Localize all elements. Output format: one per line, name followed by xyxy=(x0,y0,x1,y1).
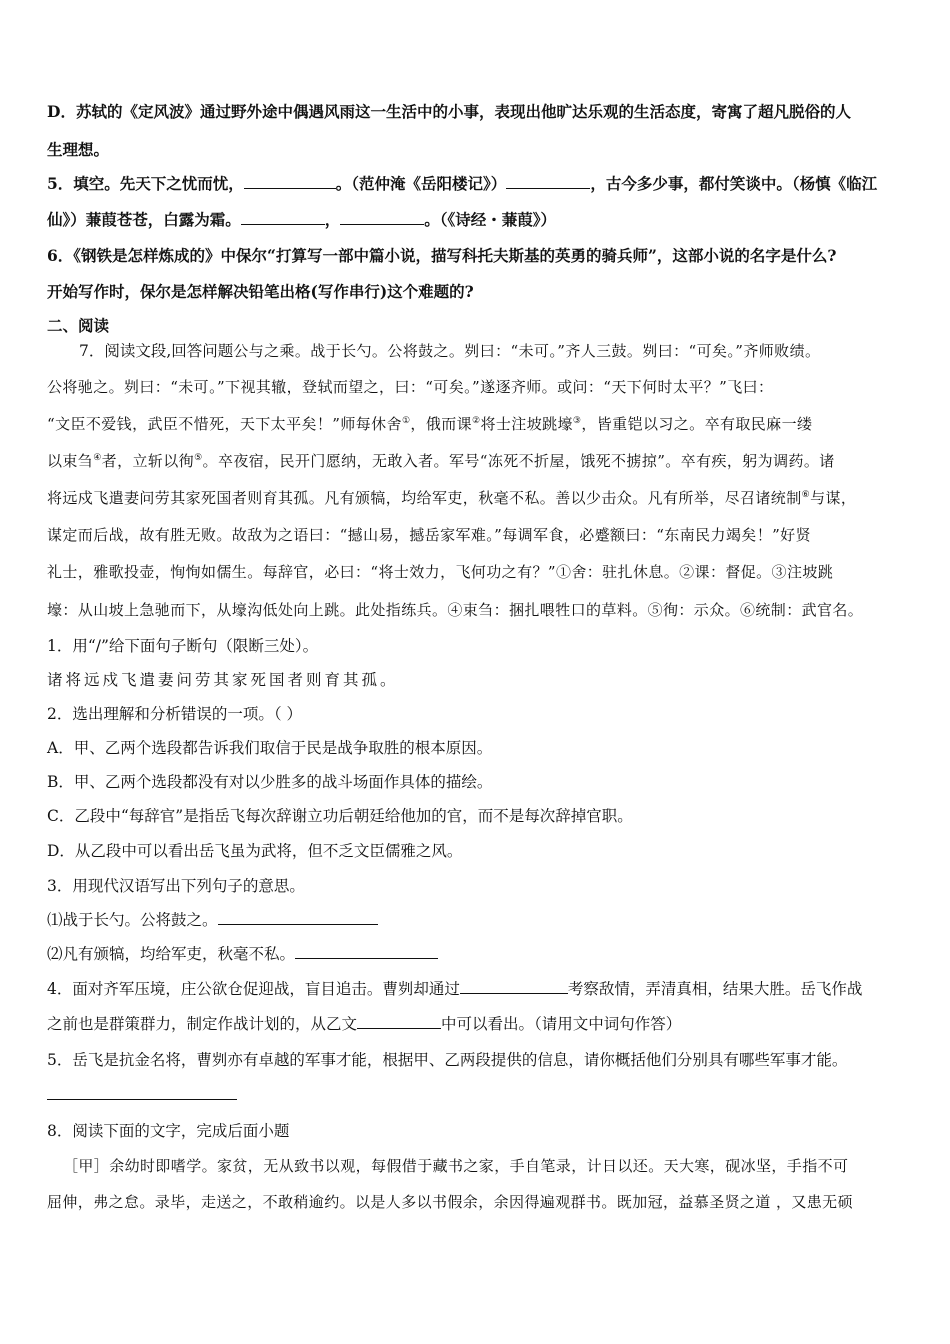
subquestion-1: 1．用“/”给下面句子断句（限断三处）。 xyxy=(47,637,319,655)
answer-blank[interactable] xyxy=(460,979,568,994)
passage-segment: 将远戍飞遣妻问劳其家死国者则育其孤。凡有颁犒，均给军吏，秋毫不私。善以少击众。凡有所举，尽召诸统制 xyxy=(47,489,802,507)
footnote-marker-6: ⑥ xyxy=(801,490,811,500)
q4-text-c: 之前也是群策群力，制定作战计划的，从乙文 xyxy=(47,1015,358,1033)
question-5-fill-in xyxy=(47,174,877,194)
passage-segment: ，俄而课 xyxy=(410,415,473,433)
subquestion-4-continuation xyxy=(47,1014,681,1034)
q5-blank-1[interactable] xyxy=(244,174,336,189)
q5-text-c: ，古今多少事，都付笑谈中。（杨慎《临江 xyxy=(590,174,878,193)
question-6-text: 6．《钢铁是怎样炼成的》中保尔“打算写一部中篇小说，描写科托夫斯基的英勇的骑兵师”，这部小说的名字是什么? xyxy=(47,246,837,265)
passage-8-line: ［甲］余幼时即嗜学。家贫，无从致书以观，每假借于藏书之家，手自笔录，计日以还。天大寒，砚冰坚，手指不可 xyxy=(63,1157,849,1175)
question-6-continuation: 开始写作时，保尔是怎样解决铅笔出格(写作串行)这个难题的? xyxy=(47,282,474,301)
option-d: D．从乙段中可以看出岳飞虽为武将，但不乏文臣儒雅之风。 xyxy=(47,842,463,860)
q7-prompt: 7．阅读文段,回答问题 xyxy=(79,342,234,360)
q4-text-a: 4．面对齐军压境，庄公欲仓促迎战，盲目追击。曹刿却通过 xyxy=(47,980,460,998)
passage-line: 礼士，雅歌投壶，恂恂如儒生。每辞官，必曰：“将士效力，飞何功之有？”①舍：驻扎休息。②课：督促。③注坡跳 xyxy=(47,563,834,581)
q5-blank-3[interactable] xyxy=(241,210,325,225)
footnote-marker-3: ③ xyxy=(572,416,582,426)
passage-line xyxy=(47,414,812,434)
passage-segment: ，皆重铠以习之。卒有取民麻一缕 xyxy=(581,415,813,433)
subquestion-5: 5．岳飞是抗金名将，曹刿亦有卓越的军事才能，根据甲、乙两段提供的信息，请你概括他们分别具有哪些军事才能。 xyxy=(47,1051,848,1069)
passage-segment: 将士注坡跳壕 xyxy=(480,415,573,433)
q4-text-b: 考察敌情，弄清真相，结果大胜。岳飞作战 xyxy=(567,980,863,998)
passage-line xyxy=(47,488,856,508)
answer-blank[interactable] xyxy=(357,1014,441,1029)
option-a: A．甲、乙两个选段都告诉我们取信于民是战争取胜的根本原因。 xyxy=(47,739,493,757)
footnote-marker-1: ① xyxy=(401,416,411,426)
option-c: C．乙段中“每辞官”是指岳飞每次辞谢立功后朝廷给他加的官，而不是每次辞掉官职。 xyxy=(47,807,633,825)
passage-line: 谋定而后战，故有胜无败。故敌为之语曰：“撼山易，撼岳家军难。”每调军食，必蹙额曰：“东南民力竭矣！”好贤 xyxy=(47,526,811,544)
passage-segment: 与谋， xyxy=(810,489,857,507)
translate-item-text: ⑵凡有颁犒，均给军吏，秋毫不私。 xyxy=(47,945,296,963)
section-heading-reading: 二、阅读 xyxy=(47,316,110,335)
passage-segment: 者，立斩以徇 xyxy=(101,452,195,470)
q5-text-f: 。（《诗经・蒹葭》） xyxy=(424,210,557,229)
option-b: B．甲、乙两个选段都没有对以少胜多的战斗场面作具体的描绘。 xyxy=(47,773,493,791)
passage-line: 公将驰之。刿曰：“未可。”下视其辙，登轼而望之，曰：“可矣。”遂逐齐师。或问：“天下何时太平？”飞曰： xyxy=(47,378,774,396)
passage-segment: 。卒夜宿，民开门愿纳，无敢入者。军号“冻死不折屋，饿死不掳掠”。卒有疾，躬为调药。诸 xyxy=(202,452,835,470)
sentence-to-punctuate: 诸将远戍飞遣妻问劳其家死国者则育其孤。 xyxy=(47,671,399,689)
passage-segment: “文臣不爱钱，武臣不惜死，天下太平矣！”师每休舍 xyxy=(47,415,402,433)
q5-text-b: 。（范仲淹《岳阳楼记》） xyxy=(335,174,507,193)
passage-notes-line: 壕：从山坡上急驰而下，从壕沟低处向上跳。此处指练兵。④束刍：捆扎喂牲口的草料。⑤徇：示众。⑥统制：武官名。 xyxy=(47,601,864,619)
question-8-heading: 8．阅读下面的文字，完成后面小题 xyxy=(47,1122,290,1140)
q5-blank-2[interactable] xyxy=(506,174,590,189)
footnote-marker-2: ② xyxy=(472,416,481,426)
option-d-text: D．苏轼的《定风波》通过野外途中偶遇风雨这一生活中的小事，表现出他旷达乐观的生活态度，寄寓了超凡脱俗的人 xyxy=(47,102,851,121)
q5-text-d: 仙》）蒹葭苍苍，白露为霜。 xyxy=(47,210,241,229)
q4-text-d: 中可以看出。（请用文中词句作答） xyxy=(441,1015,682,1033)
passage-line xyxy=(47,451,835,471)
subquestion-2: 2．选出理解和分析错误的一项。（ ） xyxy=(47,705,303,723)
translate-item-2 xyxy=(47,944,438,964)
passage-segment: 以束刍 xyxy=(47,452,94,470)
translate-item-1 xyxy=(47,910,378,930)
subquestion-3: 3．用现代汉语写出下列句子的意思。 xyxy=(47,877,305,895)
q5-blank-4[interactable] xyxy=(340,210,424,225)
footnote-marker-4: ④ xyxy=(93,453,102,463)
answer-blank[interactable] xyxy=(218,910,378,925)
subquestion-5-answer-line xyxy=(47,1085,237,1105)
translate-item-text: ⑴战于长勺。公将鼓之。 xyxy=(47,911,218,929)
question-5-continuation xyxy=(47,210,556,230)
answer-blank[interactable] xyxy=(295,944,438,959)
answer-blank[interactable] xyxy=(47,1085,237,1100)
q5-text-e: ， xyxy=(324,210,341,229)
option-d-continuation: 生理想。 xyxy=(47,140,110,159)
subquestion-4 xyxy=(47,979,862,999)
passage-8-line: 屈伸，弗之怠。录毕，走送之，不敢稍逾约。以是人多以书假余，余因得遍观群书。既加冠，益慕圣贤之道 ，又患无硕 xyxy=(47,1193,853,1211)
passage-jia-text: 公与之乘。战于长勺。公将鼓之。刿曰：“未可。”齐人三鼓。刿曰：“可矣。”齐师败绩。 xyxy=(233,342,821,360)
footnote-marker-5: ⑤ xyxy=(194,453,203,463)
q5-text-a: 5．填空。先天下之忧而忧， xyxy=(47,174,244,193)
question-7-passage-start xyxy=(79,341,820,361)
